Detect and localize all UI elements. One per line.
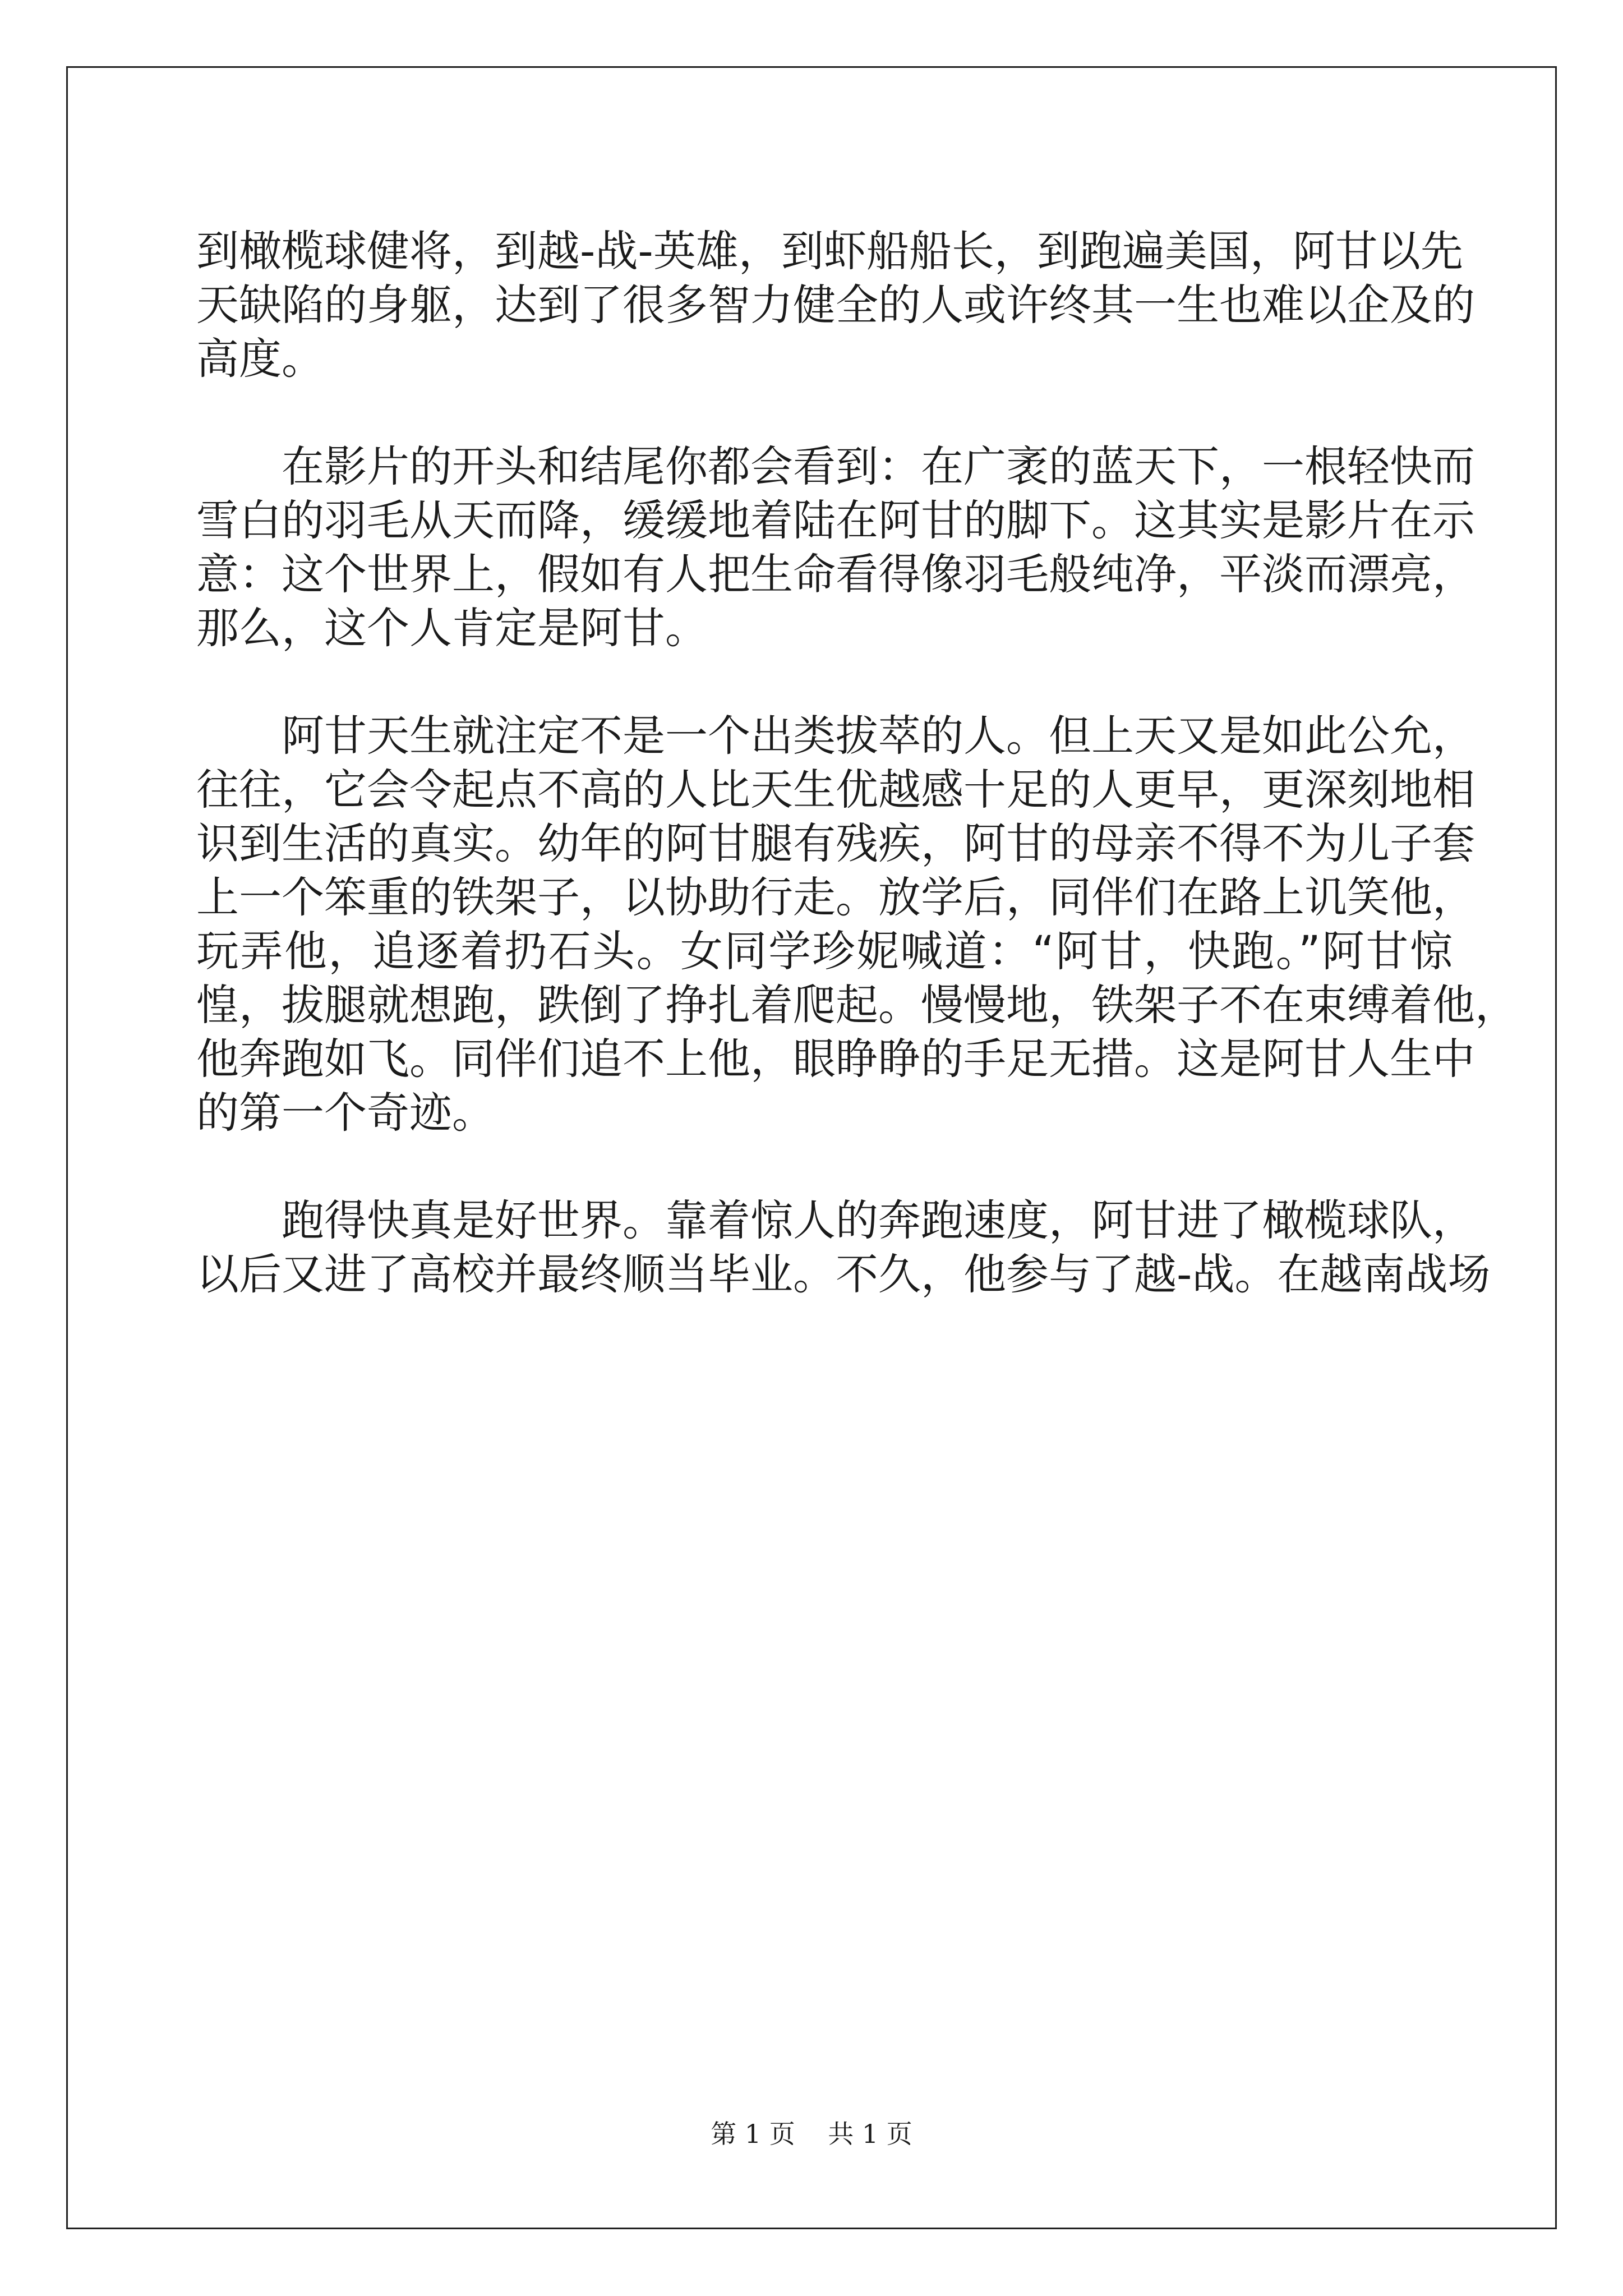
paragraph-spacer — [196, 655, 1453, 709]
paragraph-spacer — [196, 386, 1453, 440]
text-line: 雪白的羽毛从天而降，缓缓地着陆在阿甘的脚下。这其实是影片在示 — [196, 495, 1475, 545]
text-line: 惶，拔腿就想跑，跌倒了挣扎着爬起。慢慢地，铁架子不在束缚着他， — [196, 980, 1518, 1030]
text-line: 识到生活的真实。幼年的阿甘腿有残疾，阿甘的母亲不得不为儿子套 — [196, 818, 1475, 868]
text-line: 跑得快真是好世界。靠着惊人的奔跑速度，阿甘进了橄榄球队， — [282, 1195, 1475, 1245]
text-line: 的第一个奇迹。 — [196, 1088, 495, 1138]
text-line: 天缺陷的身躯，达到了很多智力健全的人或许终其一生也难以企及的 — [196, 280, 1475, 330]
text-line: 上一个笨重的铁架子，以协助行走。放学后，同伴们在路上讥笑他， — [196, 872, 1475, 922]
paragraph-spacer — [196, 1140, 1453, 1194]
text-line: 他奔跑如飞。同伴们追不上他，眼睁睁的手足无措。这是阿甘人生中 — [196, 1034, 1475, 1084]
page-footer: 第 1 页 共 1 页 — [711, 2119, 912, 2149]
text-line: 高度。 — [196, 334, 324, 384]
text-line: 那么，这个人肯定是阿甘。 — [196, 603, 708, 653]
text-line: 到橄榄球健将，到越-战-英雄，到虾船船长，到跑遍美国，阿甘以先 — [196, 226, 1463, 276]
text-line: 往往，它会令起点不高的人比天生优越感十足的人更早，更深刻地相 — [196, 765, 1475, 815]
document-body — [196, 224, 1518, 1301]
text-line: 意：这个世界上，假如有人把生命看得像羽毛般纯净，平淡而漂亮， — [196, 549, 1475, 599]
text-line: 以后又进了高校并最终顺当毕业。不久，他参与了越-战。在越南战场 — [196, 1249, 1491, 1299]
text-line: 阿甘天生就注定不是一个出类拔萃的人。但上天又是如此公允， — [282, 711, 1475, 761]
text-line: 在影片的开头和结尾你都会看到：在广袤的蓝天下，一根轻快而 — [282, 441, 1475, 491]
text-line: 玩弄他，追逐着扔石头。女同学珍妮喊道：“阿甘，快跑。”阿甘惊 — [196, 926, 1453, 976]
